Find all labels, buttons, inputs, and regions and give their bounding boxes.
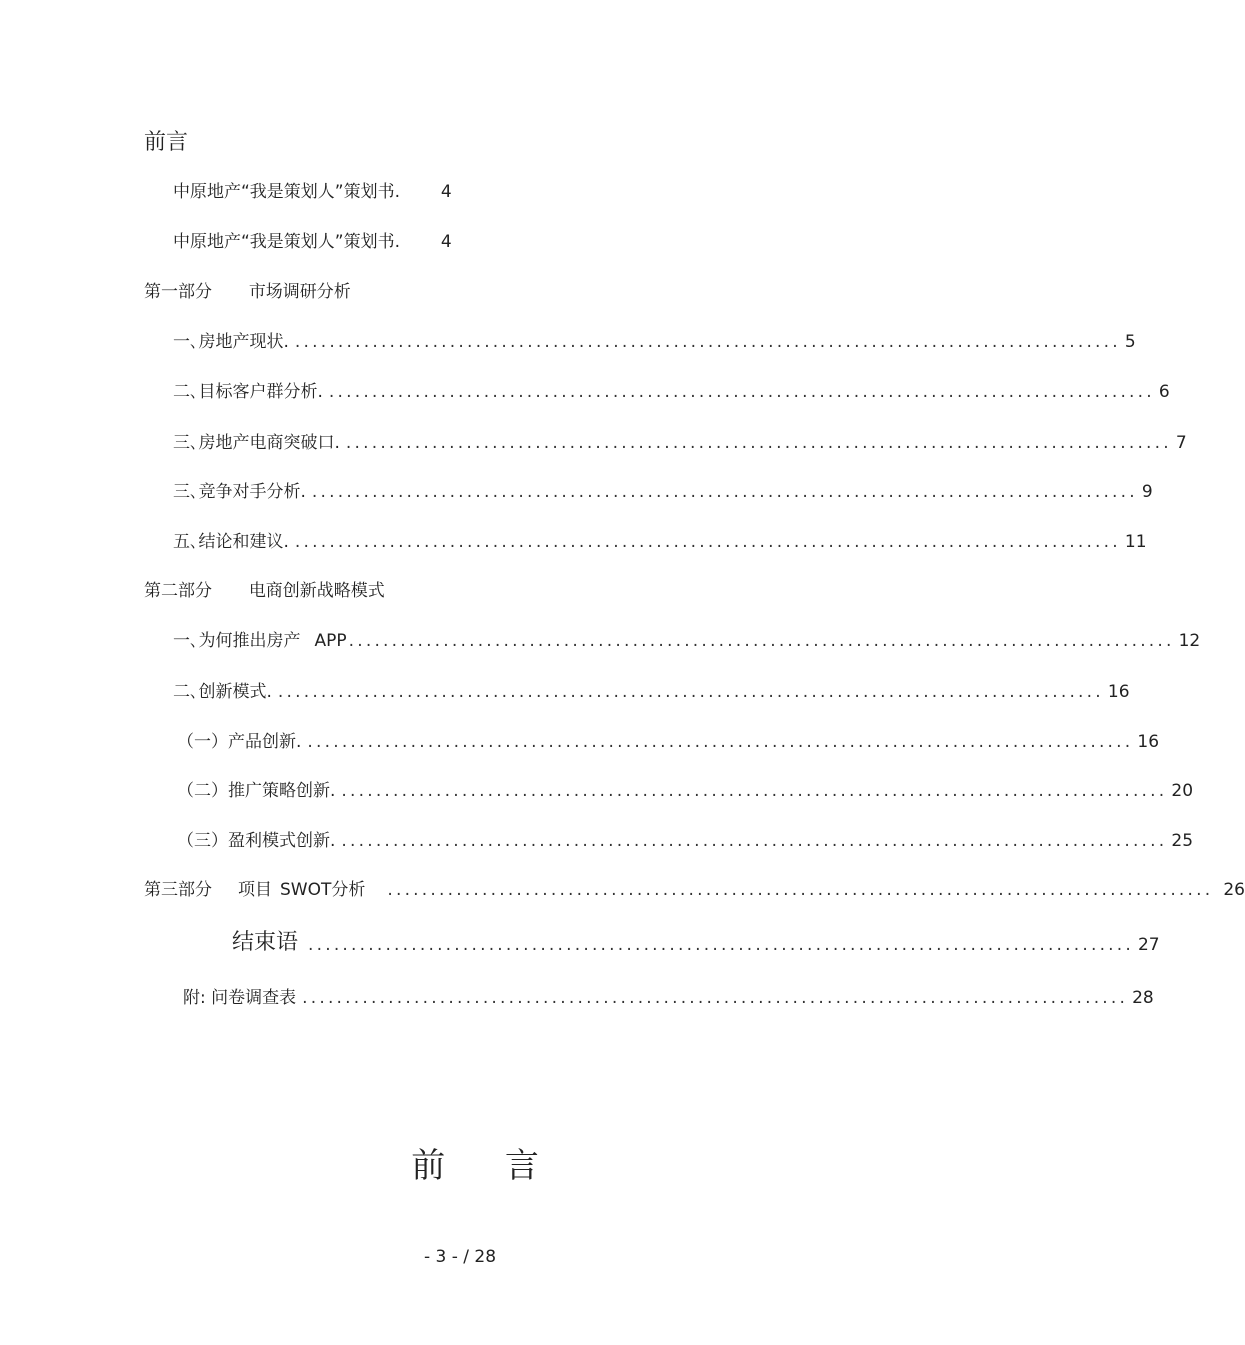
toc-part-3[interactable] bbox=[144, 879, 1245, 901]
toc-entry-label: 结束语 bbox=[232, 930, 299, 955]
toc-entry[interactable] bbox=[173, 630, 1201, 652]
dot-leader: ................................................................................................ bbox=[328, 382, 1155, 402]
toc-entry-label: 二､目标客户群分析. bbox=[173, 382, 323, 402]
toc-entry[interactable] bbox=[173, 681, 1130, 703]
toc-entry-label: 二､创新模式. bbox=[173, 682, 272, 702]
toc-part-2[interactable] bbox=[144, 580, 385, 602]
page-footer: - 3 - / 28 bbox=[423, 1247, 497, 1267]
toc-entry[interactable] bbox=[177, 731, 1160, 753]
toc-entry-label: （一）产品创新. bbox=[177, 732, 302, 752]
preface-heading-char-1: 前 bbox=[411, 1146, 446, 1186]
part-title-prefix: 项目 bbox=[238, 880, 272, 900]
toc-entry-page: 25 bbox=[1171, 831, 1194, 851]
toc-entry-page: 7 bbox=[1175, 433, 1187, 453]
toc-entry-label: 中原地产“我是策划人”策划书. bbox=[173, 182, 401, 202]
preface-heading bbox=[0, 1146, 950, 1186]
toc-entry[interactable] bbox=[177, 830, 1194, 852]
toc-entry-page: 26 bbox=[1223, 880, 1245, 900]
dot-leader: ................................................................................................ bbox=[294, 532, 1121, 552]
toc-entry[interactable] bbox=[173, 381, 1170, 403]
toc-entry-page: 27 bbox=[1137, 935, 1160, 955]
toc-entry-page: 4 bbox=[440, 182, 452, 202]
dot-leader: ................................................................................................ bbox=[311, 482, 1138, 502]
toc-entry-page: 9 bbox=[1141, 482, 1153, 502]
part-title: 市场调研分析 bbox=[248, 282, 351, 302]
toc-entry-page: 28 bbox=[1132, 988, 1154, 1008]
toc-entry-page: 5 bbox=[1124, 332, 1136, 352]
dot-leader: ................................................................................................ bbox=[302, 988, 1129, 1008]
toc-entry-label: 中原地产“我是策划人”策划书. bbox=[173, 232, 401, 252]
toc-entry-label: 一､房地产现状. bbox=[173, 332, 289, 352]
toc-entry-page: 16 bbox=[1137, 732, 1160, 752]
toc-entry-appendix[interactable] bbox=[183, 987, 1154, 1009]
part-label: 第一部分 bbox=[144, 282, 212, 302]
toc-entry-intro-2[interactable] bbox=[173, 231, 452, 253]
toc-entry-ending[interactable] bbox=[232, 930, 1160, 956]
toc-entry[interactable] bbox=[173, 531, 1147, 553]
toc-entry-page: 16 bbox=[1107, 682, 1130, 702]
toc-entry-label: 三､房地产电商突破口. bbox=[173, 433, 340, 453]
dot-leader: ................................................................................................ bbox=[294, 332, 1121, 352]
toc-entry-page: 12 bbox=[1178, 631, 1201, 651]
toc-entry-page: 11 bbox=[1124, 532, 1147, 552]
toc-entry[interactable] bbox=[177, 780, 1194, 802]
part-label: 第三部分 bbox=[144, 880, 212, 900]
part-label: 第二部分 bbox=[144, 581, 212, 601]
toc-entry-label: 附: 问卷调查表 bbox=[183, 988, 297, 1008]
toc-entry-label: （三）盈利模式创新. bbox=[177, 831, 336, 851]
toc-entry-page: 4 bbox=[440, 232, 452, 252]
toc-entry-label: 三､竞争对手分析. bbox=[173, 482, 306, 502]
toc-entry[interactable] bbox=[173, 331, 1136, 353]
dot-leader: ................................................................................................ bbox=[341, 781, 1168, 801]
toc-entry-intro-1[interactable] bbox=[173, 181, 452, 203]
part-title: 电商创新战略模式 bbox=[248, 581, 385, 601]
toc-entry-label-suffix: APP bbox=[314, 631, 347, 651]
part-title-swot: SWOT bbox=[280, 880, 332, 900]
dot-leader: ................................................................................................ bbox=[277, 682, 1104, 702]
toc-entry[interactable] bbox=[173, 432, 1187, 454]
toc-entry-label: 五､结论和建议. bbox=[173, 532, 289, 552]
toc-entry[interactable] bbox=[173, 481, 1153, 503]
toc-heading: 前言 bbox=[144, 130, 189, 155]
dot-leader: ................................................................................................ bbox=[308, 935, 1134, 955]
dot-leader: ................................................................................................ bbox=[307, 732, 1134, 752]
dot-leader: ................................................................................................ bbox=[387, 880, 1214, 900]
part-title-suffix: 分析 bbox=[331, 880, 366, 900]
dot-leader: ................................................................................................ bbox=[348, 631, 1175, 651]
toc-entry-page: 6 bbox=[1158, 382, 1170, 402]
toc-entry-label: 一､为何推出房产 bbox=[173, 631, 301, 651]
dot-leader: ................................................................................................ bbox=[345, 433, 1172, 453]
toc-entry-label: （二）推广策略创新. bbox=[177, 781, 336, 801]
toc-entry-page: 20 bbox=[1171, 781, 1194, 801]
toc-part-1[interactable] bbox=[144, 281, 351, 303]
dot-leader: ................................................................................................ bbox=[341, 831, 1168, 851]
preface-heading-char-2: 言 bbox=[504, 1146, 539, 1186]
